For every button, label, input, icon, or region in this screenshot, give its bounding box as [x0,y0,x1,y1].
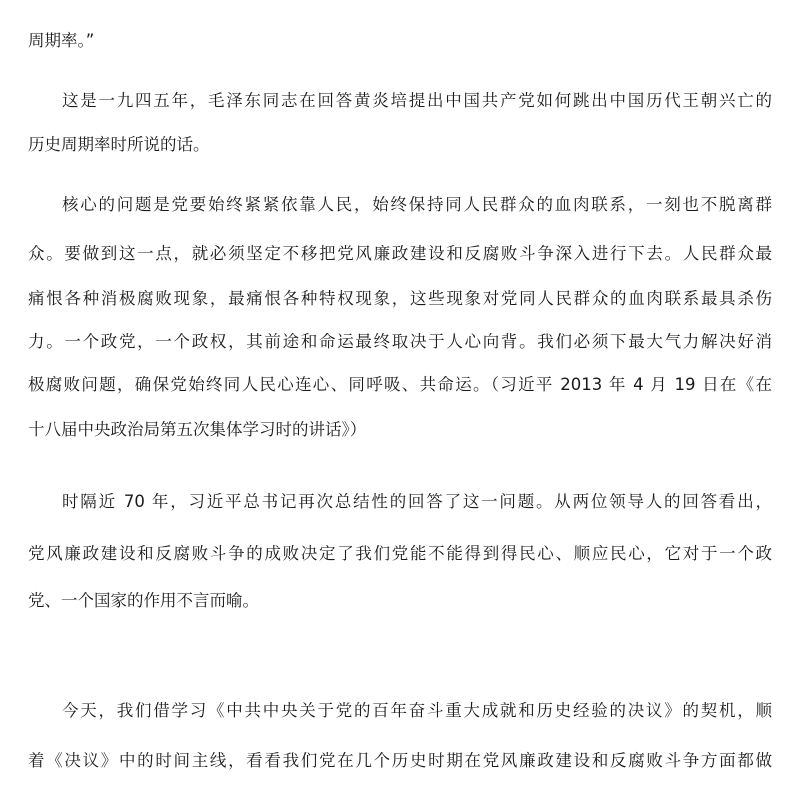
text-line: 力。一个政党，一个政权，其前途和命运最终取决于人心向背。我们必须下最大气力解决好消 [28,332,772,351]
text-line: 党、一个国家的作用不言而喻。 [28,591,259,610]
text-line: 核心的问题是党要始终紧紧依靠人民，始终保持同人民群众的血肉联系，一刻也不脱离群 [62,195,772,214]
text-line: 十八届中央政治局第五次集体学习时的讲话》） [28,420,367,439]
text-line: 众。要做到这一点，就必须坚定不移把党风廉政建设和反腐败斗争深入进行下去。人民群众最 [28,244,772,263]
text-line: 党风廉政建设和反腐败斗争的成败决定了我们党能不能得到得民心、顺应民心，它对于一个政 [28,544,772,563]
text-line: 时隔近 70 年，习近平总书记再次总结性的回答了这一问题。从两位领导人的回答看出， [62,492,772,511]
text-line: 今天，我们借学习《中共中央关于党的百年奋斗重大成就和历史经验的决议》的契机，顺 [62,701,772,720]
text-line: 极腐败问题，确保党始终同人民心连心、同呼吸、共命运。（习近平 2013 年 4 月 19 日在《在 [28,375,772,394]
text-line: 着《决议》中的时间主线，看看我们党在几个历史时期在党风廉政建设和反腐败斗争方面都做 [28,751,772,770]
text-line: 这是一九四五年，毛泽东同志在回答黄炎培提出中国共产党如何跳出中国历代王朝兴亡的 [62,91,772,110]
text-line: 历史周期率时所说的话。 [28,135,210,154]
text-line: 周期率。” [28,31,95,50]
text-line: 痛恨各种消极腐败现象，最痛恨各种特权现象，这些现象对党同人民群众的血肉联系最具杀伤 [28,289,772,308]
